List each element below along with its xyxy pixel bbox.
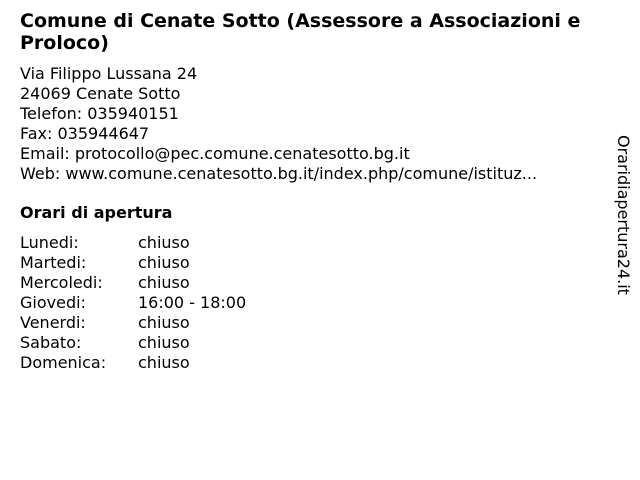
phone-number: Telefon: 035940151 — [20, 104, 179, 123]
hours-value: chiuso — [138, 253, 190, 272]
address-city: 24069 Cenate Sotto — [20, 84, 181, 103]
hours-value: chiuso — [138, 233, 190, 252]
hours-row-saturday — [20, 333, 246, 353]
hours-value: 16:00 - 18:00 — [138, 293, 247, 312]
hours-value: chiuso — [138, 273, 190, 292]
opening-hours-heading: Orari di apertura — [20, 203, 173, 222]
fax-number: Fax: 035944647 — [20, 124, 150, 143]
hours-value: chiuso — [138, 313, 190, 332]
page-title: Comune di Cenate Sotto (Assessore a Associazioni e Proloco) — [20, 10, 581, 54]
day-label: Mercoledi: — [20, 273, 103, 292]
email-address: Email: protocollo@pec.comune.cenatesotto.bg.it — [20, 144, 410, 163]
day-label: Lunedi: — [20, 233, 79, 252]
hours-row-sunday — [20, 353, 246, 373]
day-label: Sabato: — [20, 333, 82, 352]
site-watermark: Oraridiapertura24.it — [614, 135, 633, 295]
hours-row-friday — [20, 313, 246, 333]
day-label: Venerdi: — [20, 313, 86, 332]
website-link[interactable]: Web: www.comune.cenatesotto.bg.it/index.php/comune/istituz... — [20, 164, 538, 183]
hours-value: chiuso — [138, 333, 190, 352]
day-label: Domenica: — [20, 353, 107, 372]
day-label: Giovedi: — [20, 293, 86, 312]
hours-row-thursday — [20, 293, 246, 313]
address-street: Via Filippo Lussana 24 — [20, 64, 198, 83]
hours-row-tuesday — [20, 253, 246, 273]
opening-hours-table — [20, 233, 246, 373]
hours-row-wednesday — [20, 273, 246, 293]
hours-row-monday — [20, 233, 246, 253]
contact-block — [20, 64, 595, 184]
day-label: Martedi: — [20, 253, 87, 272]
hours-value: chiuso — [138, 353, 190, 372]
